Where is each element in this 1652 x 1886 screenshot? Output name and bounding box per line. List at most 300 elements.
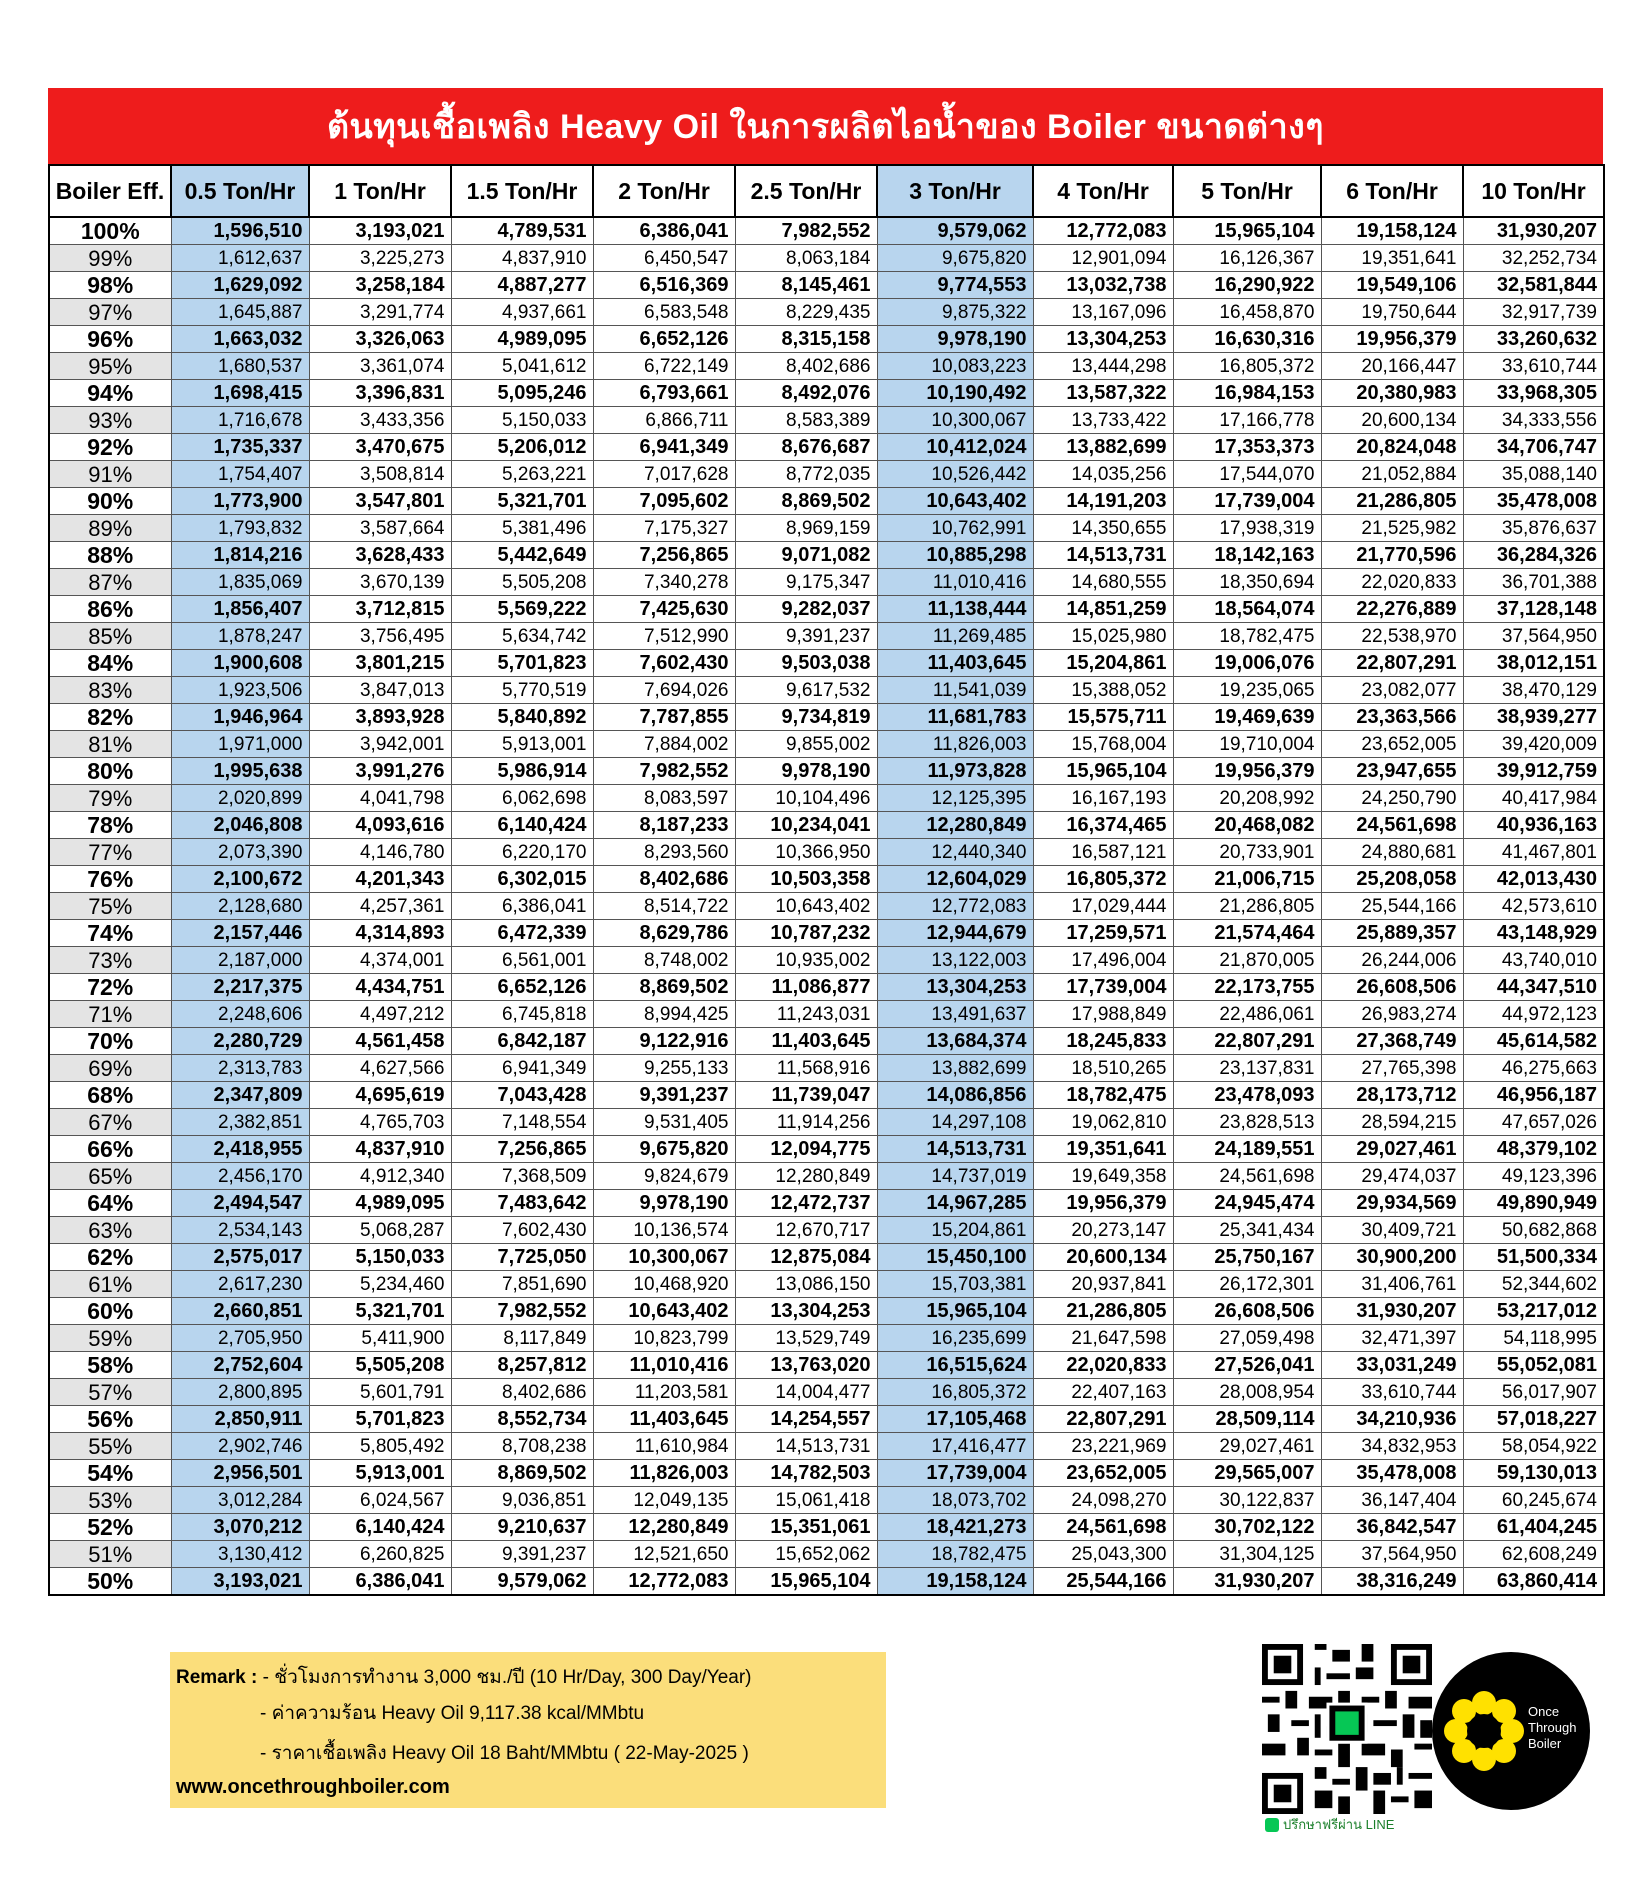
cost-cell: 5,913,001 <box>309 1460 451 1487</box>
efficiency-cell: 84% <box>49 650 171 677</box>
cost-cell: 8,083,597 <box>593 785 735 812</box>
efficiency-cell: 52% <box>49 1514 171 1541</box>
table-row <box>49 758 1604 785</box>
cost-cell: 5,411,900 <box>309 1325 451 1352</box>
efficiency-cell: 87% <box>49 569 171 596</box>
cost-cell: 20,166,447 <box>1321 353 1463 380</box>
cost-cell: 8,552,734 <box>451 1406 593 1433</box>
cost-cell: 7,602,430 <box>593 650 735 677</box>
cost-cell: 12,772,083 <box>1033 217 1173 245</box>
cost-cell: 19,956,379 <box>1321 326 1463 353</box>
qr-caption <box>1265 1814 1394 1835</box>
cost-cell: 12,901,094 <box>1033 245 1173 272</box>
efficiency-cell: 64% <box>49 1190 171 1217</box>
cost-cell: 46,275,663 <box>1463 1055 1604 1082</box>
cost-cell: 4,765,703 <box>309 1109 451 1136</box>
cost-cell: 18,564,074 <box>1173 596 1321 623</box>
cost-cell: 34,832,953 <box>1321 1433 1463 1460</box>
cost-cell: 24,561,698 <box>1033 1514 1173 1541</box>
cost-cell: 6,386,041 <box>451 893 593 920</box>
cost-cell: 20,273,147 <box>1033 1217 1173 1244</box>
cost-cell: 50,682,868 <box>1463 1217 1604 1244</box>
cost-cell: 45,614,582 <box>1463 1028 1604 1055</box>
cost-cell: 29,027,461 <box>1173 1433 1321 1460</box>
efficiency-cell: 80% <box>49 758 171 785</box>
cost-cell: 5,986,914 <box>451 758 593 785</box>
cost-cell: 22,020,833 <box>1321 569 1463 596</box>
cost-cell: 8,869,502 <box>593 974 735 1001</box>
cost-cell: 42,013,430 <box>1463 866 1604 893</box>
cost-cell: 20,600,134 <box>1321 407 1463 434</box>
cost-cell: 8,402,686 <box>735 353 877 380</box>
cost-cell: 21,286,805 <box>1321 488 1463 515</box>
cost-cell: 25,043,300 <box>1033 1541 1173 1568</box>
cost-cell: 6,583,548 <box>593 299 735 326</box>
cost-cell: 33,260,632 <box>1463 326 1604 353</box>
cost-cell: 2,956,501 <box>171 1460 309 1487</box>
cost-cell: 8,708,238 <box>451 1433 593 1460</box>
efficiency-cell: 54% <box>49 1460 171 1487</box>
efficiency-cell: 73% <box>49 947 171 974</box>
cost-cell: 11,269,485 <box>877 623 1033 650</box>
cost-cell: 1,716,678 <box>171 407 309 434</box>
cost-cell: 12,440,340 <box>877 839 1033 866</box>
cost-cell: 11,010,416 <box>593 1352 735 1379</box>
cost-cell: 17,739,004 <box>1033 974 1173 1001</box>
efficiency-cell: 77% <box>49 839 171 866</box>
cost-cell: 35,478,008 <box>1321 1460 1463 1487</box>
cost-cell: 15,652,062 <box>735 1541 877 1568</box>
table-row <box>49 1352 1604 1379</box>
table-row <box>49 1541 1604 1568</box>
efficiency-cell: 59% <box>49 1325 171 1352</box>
cost-cell: 9,579,062 <box>451 1568 593 1596</box>
cost-cell: 26,608,506 <box>1173 1298 1321 1325</box>
cost-cell: 5,770,519 <box>451 677 593 704</box>
cost-cell: 24,250,790 <box>1321 785 1463 812</box>
cost-cell: 1,814,216 <box>171 542 309 569</box>
efficiency-cell: 96% <box>49 326 171 353</box>
cost-cell: 30,122,837 <box>1173 1487 1321 1514</box>
cost-cell: 12,604,029 <box>877 866 1033 893</box>
table-row <box>49 704 1604 731</box>
cost-cell: 9,210,637 <box>451 1514 593 1541</box>
cost-cell: 32,917,739 <box>1463 299 1604 326</box>
table-row <box>49 677 1604 704</box>
table-row <box>49 1568 1604 1596</box>
cost-cell: 23,947,655 <box>1321 758 1463 785</box>
cost-cell: 22,276,889 <box>1321 596 1463 623</box>
line-app-icon <box>1265 1818 1279 1832</box>
cost-cell: 3,225,273 <box>309 245 451 272</box>
cost-cell: 22,020,833 <box>1033 1352 1173 1379</box>
cost-cell: 13,086,150 <box>735 1271 877 1298</box>
remark-line-1 <box>176 1662 751 1692</box>
cost-cell: 24,189,551 <box>1173 1136 1321 1163</box>
cost-cell: 10,762,991 <box>877 515 1033 542</box>
cost-cell: 9,531,405 <box>593 1109 735 1136</box>
efficiency-cell: 62% <box>49 1244 171 1271</box>
cost-cell: 7,787,855 <box>593 704 735 731</box>
cost-cell: 60,245,674 <box>1463 1487 1604 1514</box>
cost-cell: 7,368,509 <box>451 1163 593 1190</box>
cost-cell: 4,989,095 <box>451 326 593 353</box>
cost-cell: 2,248,606 <box>171 1001 309 1028</box>
cost-cell: 5,234,460 <box>309 1271 451 1298</box>
efficiency-cell: 65% <box>49 1163 171 1190</box>
cost-cell: 17,739,004 <box>877 1460 1033 1487</box>
table-row <box>49 1514 1604 1541</box>
cost-cell: 10,190,492 <box>877 380 1033 407</box>
cost-cell: 32,581,844 <box>1463 272 1604 299</box>
cost-cell: 25,544,166 <box>1321 893 1463 920</box>
cost-cell: 19,549,106 <box>1321 272 1463 299</box>
table-row <box>49 1190 1604 1217</box>
cost-cell: 23,221,969 <box>1033 1433 1173 1460</box>
cost-cell: 14,297,108 <box>877 1109 1033 1136</box>
cost-cell: 6,745,818 <box>451 1001 593 1028</box>
cost-cell: 4,837,910 <box>451 245 593 272</box>
cost-cell: 5,840,892 <box>451 704 593 731</box>
cost-cell: 10,787,232 <box>735 920 877 947</box>
cost-cell: 2,705,950 <box>171 1325 309 1352</box>
cost-cell: 16,290,922 <box>1173 272 1321 299</box>
cost-cell: 25,544,166 <box>1033 1568 1173 1596</box>
efficiency-cell: 90% <box>49 488 171 515</box>
table-row <box>49 515 1604 542</box>
cost-cell: 6,386,041 <box>593 217 735 245</box>
cost-cell: 3,628,433 <box>309 542 451 569</box>
cost-cell: 12,772,083 <box>593 1568 735 1596</box>
efficiency-cell: 50% <box>49 1568 171 1596</box>
cost-cell: 16,984,153 <box>1173 380 1321 407</box>
cost-cell: 8,583,389 <box>735 407 877 434</box>
cost-cell: 11,610,984 <box>593 1433 735 1460</box>
cost-cell: 2,313,783 <box>171 1055 309 1082</box>
cost-cell: 10,885,298 <box>877 542 1033 569</box>
cost-cell: 5,321,701 <box>309 1298 451 1325</box>
cost-cell: 12,772,083 <box>877 893 1033 920</box>
cost-cell: 21,574,464 <box>1173 920 1321 947</box>
cost-cell: 8,969,159 <box>735 515 877 542</box>
cost-cell: 22,807,291 <box>1321 650 1463 677</box>
cost-cell: 14,513,731 <box>1033 542 1173 569</box>
cost-cell: 13,763,020 <box>735 1352 877 1379</box>
cost-cell: 3,847,013 <box>309 677 451 704</box>
cost-cell: 40,417,984 <box>1463 785 1604 812</box>
cost-cell: 31,930,207 <box>1173 1568 1321 1596</box>
cost-cell: 2,800,895 <box>171 1379 309 1406</box>
cost-cell: 11,568,916 <box>735 1055 877 1082</box>
cost-cell: 9,617,532 <box>735 677 877 704</box>
cost-cell: 12,944,679 <box>877 920 1033 947</box>
cost-cell: 36,842,547 <box>1321 1514 1463 1541</box>
cost-cell: 63,860,414 <box>1463 1568 1604 1596</box>
cost-cell: 23,652,005 <box>1321 731 1463 758</box>
cost-cell: 2,902,746 <box>171 1433 309 1460</box>
cost-cell: 29,934,569 <box>1321 1190 1463 1217</box>
table-row <box>49 1136 1604 1163</box>
cost-cell: 14,513,731 <box>735 1433 877 1460</box>
cost-cell: 28,173,712 <box>1321 1082 1463 1109</box>
cost-cell: 16,630,316 <box>1173 326 1321 353</box>
cost-cell: 9,175,347 <box>735 569 877 596</box>
cost-cell: 9,855,002 <box>735 731 877 758</box>
cost-cell: 10,643,402 <box>877 488 1033 515</box>
cost-cell: 5,701,823 <box>309 1406 451 1433</box>
cost-cell: 8,676,687 <box>735 434 877 461</box>
cost-cell: 24,561,698 <box>1173 1163 1321 1190</box>
cost-cell: 16,805,372 <box>1033 866 1173 893</box>
table-row <box>49 731 1604 758</box>
cost-cell: 54,118,995 <box>1463 1325 1604 1352</box>
cost-cell: 3,361,074 <box>309 353 451 380</box>
cost-cell: 5,150,033 <box>309 1244 451 1271</box>
cost-cell: 1,835,069 <box>171 569 309 596</box>
cost-cell: 9,675,820 <box>877 245 1033 272</box>
table-row <box>49 488 1604 515</box>
table-row <box>49 1163 1604 1190</box>
cost-cell: 6,842,187 <box>451 1028 593 1055</box>
cost-cell: 21,006,715 <box>1173 866 1321 893</box>
cost-cell: 3,258,184 <box>309 272 451 299</box>
cost-cell: 20,824,048 <box>1321 434 1463 461</box>
cost-cell: 6,386,041 <box>309 1568 451 1596</box>
cost-cell: 11,403,645 <box>877 650 1033 677</box>
cost-cell: 1,793,832 <box>171 515 309 542</box>
cost-cell: 17,416,477 <box>877 1433 1033 1460</box>
efficiency-cell: 83% <box>49 677 171 704</box>
cost-cell: 19,649,358 <box>1033 1163 1173 1190</box>
table-row <box>49 569 1604 596</box>
cost-cell: 7,256,865 <box>593 542 735 569</box>
logo-text-line-2: Through <box>1528 1720 1577 1735</box>
logo-text-line-1: Once <box>1528 1704 1560 1719</box>
table-row <box>49 1487 1604 1514</box>
cost-cell: 1,663,032 <box>171 326 309 353</box>
cost-cell: 4,257,361 <box>309 893 451 920</box>
cost-cell: 3,070,212 <box>171 1514 309 1541</box>
cost-cell: 31,930,207 <box>1463 217 1604 245</box>
table-row <box>49 1460 1604 1487</box>
cost-cell: 1,995,638 <box>171 758 309 785</box>
cost-cell: 19,158,124 <box>1321 217 1463 245</box>
cost-cell: 33,968,305 <box>1463 380 1604 407</box>
cost-cell: 23,363,566 <box>1321 704 1463 731</box>
table-row <box>49 326 1604 353</box>
cost-cell: 31,406,761 <box>1321 1271 1463 1298</box>
efficiency-cell: 85% <box>49 623 171 650</box>
cost-cell: 18,073,702 <box>877 1487 1033 1514</box>
cost-cell: 8,257,812 <box>451 1352 593 1379</box>
table-row <box>49 1001 1604 1028</box>
cost-cell: 14,967,285 <box>877 1190 1033 1217</box>
cost-cell: 12,280,849 <box>877 812 1033 839</box>
cost-cell: 37,564,950 <box>1463 623 1604 650</box>
cost-cell: 7,512,990 <box>593 623 735 650</box>
cost-cell: 14,350,655 <box>1033 515 1173 542</box>
cost-cell: 37,128,148 <box>1463 596 1604 623</box>
cost-cell: 36,284,326 <box>1463 542 1604 569</box>
table-row <box>49 434 1604 461</box>
cost-cell: 2,534,143 <box>171 1217 309 1244</box>
cost-cell: 25,889,357 <box>1321 920 1463 947</box>
table-row <box>49 407 1604 434</box>
cost-cell: 4,837,910 <box>309 1136 451 1163</box>
cost-cell: 10,136,574 <box>593 1217 735 1244</box>
cost-cell: 12,472,737 <box>735 1190 877 1217</box>
table-row <box>49 866 1604 893</box>
qr-caption-text: ปรึกษาฟรีผ่าน LINE <box>1283 1817 1395 1832</box>
cost-cell: 19,750,644 <box>1321 299 1463 326</box>
cost-cell: 9,579,062 <box>877 217 1033 245</box>
cost-cell: 8,229,435 <box>735 299 877 326</box>
cost-cell: 8,869,502 <box>735 488 877 515</box>
cost-cell: 30,702,122 <box>1173 1514 1321 1541</box>
cost-cell: 2,850,911 <box>171 1406 309 1433</box>
efficiency-cell: 53% <box>49 1487 171 1514</box>
cost-cell: 13,733,422 <box>1033 407 1173 434</box>
cost-cell: 13,122,003 <box>877 947 1033 974</box>
cost-cell: 9,503,038 <box>735 650 877 677</box>
remark-operating-hours: - ชั่วโมงการทำงาน 3,000 ชม./ปี (10 Hr/Day, 300 Day/Year) <box>262 1667 752 1688</box>
cost-cell: 19,235,065 <box>1173 677 1321 704</box>
efficiency-cell: 89% <box>49 515 171 542</box>
cost-cell: 16,515,624 <box>877 1352 1033 1379</box>
header-capacity-10: 10 Ton/Hr <box>1463 165 1604 217</box>
cost-cell: 2,020,899 <box>171 785 309 812</box>
cost-cell: 9,255,133 <box>593 1055 735 1082</box>
cost-cell: 1,698,415 <box>171 380 309 407</box>
cost-cell: 38,939,277 <box>1463 704 1604 731</box>
cost-cell: 5,634,742 <box>451 623 593 650</box>
cost-cell: 27,368,749 <box>1321 1028 1463 1055</box>
cost-cell: 10,643,402 <box>593 1298 735 1325</box>
table-row <box>49 1028 1604 1055</box>
cost-cell: 6,652,126 <box>593 326 735 353</box>
cost-cell: 10,234,041 <box>735 812 877 839</box>
cost-cell: 4,093,616 <box>309 812 451 839</box>
cost-cell: 19,158,124 <box>877 1568 1033 1596</box>
cost-cell: 41,467,801 <box>1463 839 1604 866</box>
cost-cell: 37,564,950 <box>1321 1541 1463 1568</box>
cost-cell: 11,403,645 <box>593 1406 735 1433</box>
cost-cell: 5,321,701 <box>451 488 593 515</box>
efficiency-cell: 82% <box>49 704 171 731</box>
cost-cell: 14,851,259 <box>1033 596 1173 623</box>
cost-cell: 9,978,190 <box>593 1190 735 1217</box>
cost-cell: 10,643,402 <box>735 893 877 920</box>
cost-cell: 10,503,358 <box>735 866 877 893</box>
table-row <box>49 1217 1604 1244</box>
table-row <box>49 1109 1604 1136</box>
table-row <box>49 839 1604 866</box>
cost-cell: 1,971,000 <box>171 731 309 758</box>
table-row <box>49 650 1604 677</box>
cost-cell: 38,470,129 <box>1463 677 1604 704</box>
cost-cell: 38,012,151 <box>1463 650 1604 677</box>
cost-cell: 11,914,256 <box>735 1109 877 1136</box>
cost-cell: 10,412,024 <box>877 434 1033 461</box>
efficiency-cell: 67% <box>49 1109 171 1136</box>
cost-cell: 14,782,503 <box>735 1460 877 1487</box>
cost-cell: 12,875,084 <box>735 1244 877 1271</box>
cost-cell: 17,739,004 <box>1173 488 1321 515</box>
cost-cell: 3,433,356 <box>309 407 451 434</box>
cost-cell: 9,675,820 <box>593 1136 735 1163</box>
cost-cell: 30,409,721 <box>1321 1217 1463 1244</box>
cost-cell: 8,402,686 <box>593 866 735 893</box>
table-row <box>49 245 1604 272</box>
table-row <box>49 1433 1604 1460</box>
cost-cell: 36,701,388 <box>1463 569 1604 596</box>
cost-cell: 10,300,067 <box>593 1244 735 1271</box>
cost-cell: 11,403,645 <box>735 1028 877 1055</box>
cost-cell: 19,351,641 <box>1321 245 1463 272</box>
header-boiler-efficiency: Boiler Eff. <box>49 165 171 217</box>
header-capacity-7: 4 Ton/Hr <box>1033 165 1173 217</box>
cost-cell: 4,937,661 <box>451 299 593 326</box>
cost-cell: 10,104,496 <box>735 785 877 812</box>
table-row <box>49 623 1604 650</box>
cost-cell: 7,425,630 <box>593 596 735 623</box>
cost-cell: 8,117,849 <box>451 1325 593 1352</box>
cost-cell: 19,710,004 <box>1173 731 1321 758</box>
cost-cell: 13,444,298 <box>1033 353 1173 380</box>
cost-cell: 9,774,553 <box>877 272 1033 299</box>
cost-cell: 5,601,791 <box>309 1379 451 1406</box>
cost-cell: 23,137,831 <box>1173 1055 1321 1082</box>
table-row <box>49 1271 1604 1298</box>
cost-cell: 4,695,619 <box>309 1082 451 1109</box>
cost-cell: 5,505,208 <box>309 1352 451 1379</box>
cost-cell: 11,826,003 <box>877 731 1033 758</box>
cost-cell: 6,793,661 <box>593 380 735 407</box>
cost-cell: 25,341,434 <box>1173 1217 1321 1244</box>
efficiency-cell: 66% <box>49 1136 171 1163</box>
cost-cell: 4,434,751 <box>309 974 451 1001</box>
cost-cell: 15,965,104 <box>735 1568 877 1596</box>
cost-cell: 10,823,799 <box>593 1325 735 1352</box>
website-link[interactable]: www.oncethroughboiler.com <box>176 1776 450 1798</box>
cost-cell: 3,291,774 <box>309 299 451 326</box>
cost-cell: 8,145,461 <box>735 272 877 299</box>
cost-cell: 39,420,009 <box>1463 731 1604 758</box>
cost-cell: 1,856,407 <box>171 596 309 623</box>
cost-cell: 8,293,560 <box>593 839 735 866</box>
cost-cell: 13,032,738 <box>1033 272 1173 299</box>
cost-cell: 4,561,458 <box>309 1028 451 1055</box>
cost-cell: 9,036,851 <box>451 1487 593 1514</box>
cost-cell: 13,882,699 <box>877 1055 1033 1082</box>
cost-cell: 10,526,442 <box>877 461 1033 488</box>
cost-cell: 1,923,506 <box>171 677 309 704</box>
cost-cell: 62,608,249 <box>1463 1541 1604 1568</box>
cost-cell: 13,304,253 <box>735 1298 877 1325</box>
cost-cell: 20,208,992 <box>1173 785 1321 812</box>
cost-cell: 4,314,893 <box>309 920 451 947</box>
table-row <box>49 1055 1604 1082</box>
efficiency-cell: 93% <box>49 407 171 434</box>
cost-cell: 2,280,729 <box>171 1028 309 1055</box>
cost-cell: 4,497,212 <box>309 1001 451 1028</box>
cost-cell: 35,478,008 <box>1463 488 1604 515</box>
cost-cell: 14,004,477 <box>735 1379 877 1406</box>
cost-cell: 17,938,319 <box>1173 515 1321 542</box>
header-capacity-8: 5 Ton/Hr <box>1173 165 1321 217</box>
cost-cell: 18,142,163 <box>1173 542 1321 569</box>
efficiency-cell: 81% <box>49 731 171 758</box>
